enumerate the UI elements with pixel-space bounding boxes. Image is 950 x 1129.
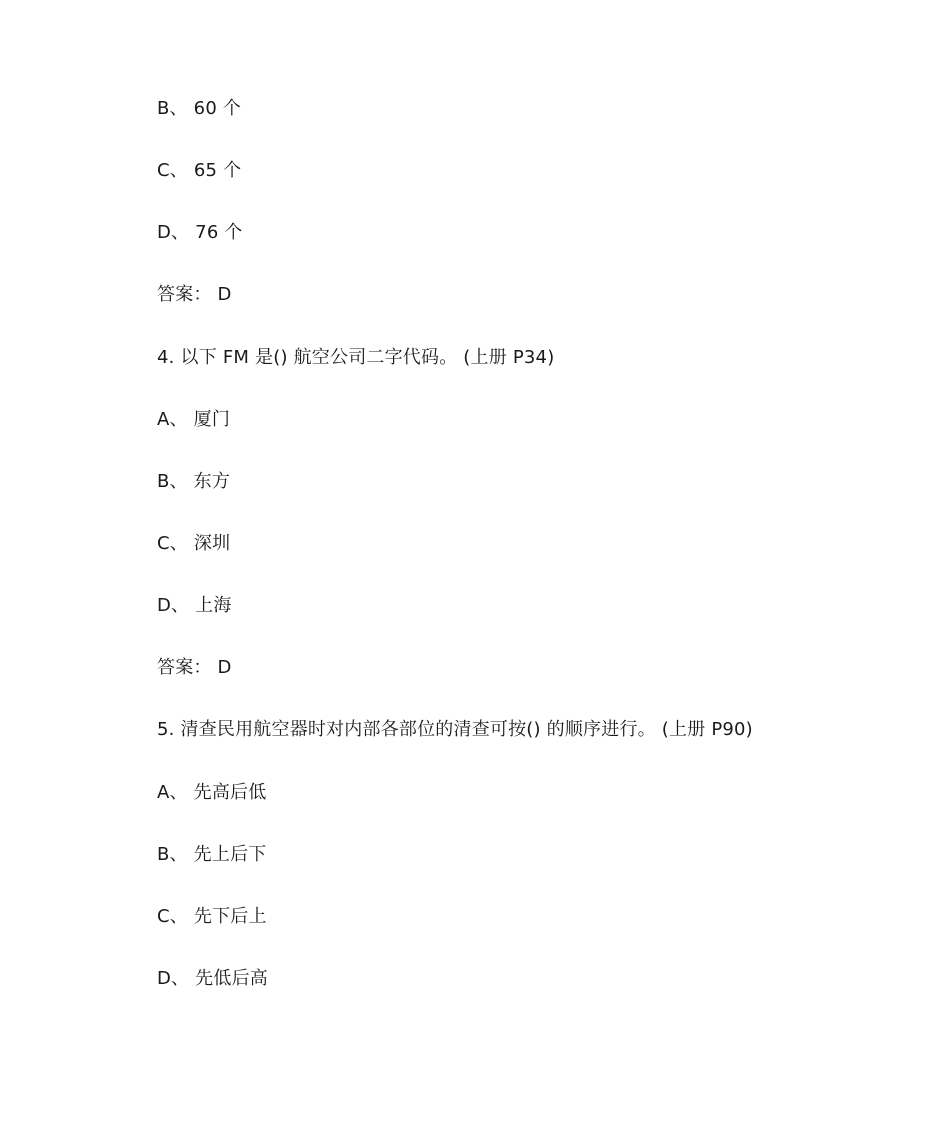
- option-a-q5: A、 先高后低: [157, 782, 267, 803]
- option-d-q4: D、 上海: [157, 595, 232, 616]
- answer-q3: 答案： D: [157, 284, 232, 305]
- answer-q4: 答案： D: [157, 657, 232, 678]
- question-4: 4. 以下 FM 是() 航空公司二字代码。 (上册 P34): [157, 347, 555, 368]
- question-5: 5. 清查民用航空器时对内部各部位的清查可按() 的顺序进行。 (上册 P90): [157, 719, 753, 740]
- option-b-q3: B、 60 个: [157, 98, 242, 119]
- option-c-q5: C、 先下后上: [157, 906, 267, 927]
- option-b-q4: B、 东方: [157, 471, 231, 492]
- option-d-q3: D、 76 个: [157, 222, 243, 243]
- option-a-q4: A、 厦门: [157, 409, 231, 430]
- option-d-q5: D、 先低后高: [157, 968, 268, 989]
- option-c-q3: C、 65 个: [157, 160, 242, 181]
- option-b-q5: B、 先上后下: [157, 844, 267, 865]
- option-c-q4: C、 深圳: [157, 533, 231, 554]
